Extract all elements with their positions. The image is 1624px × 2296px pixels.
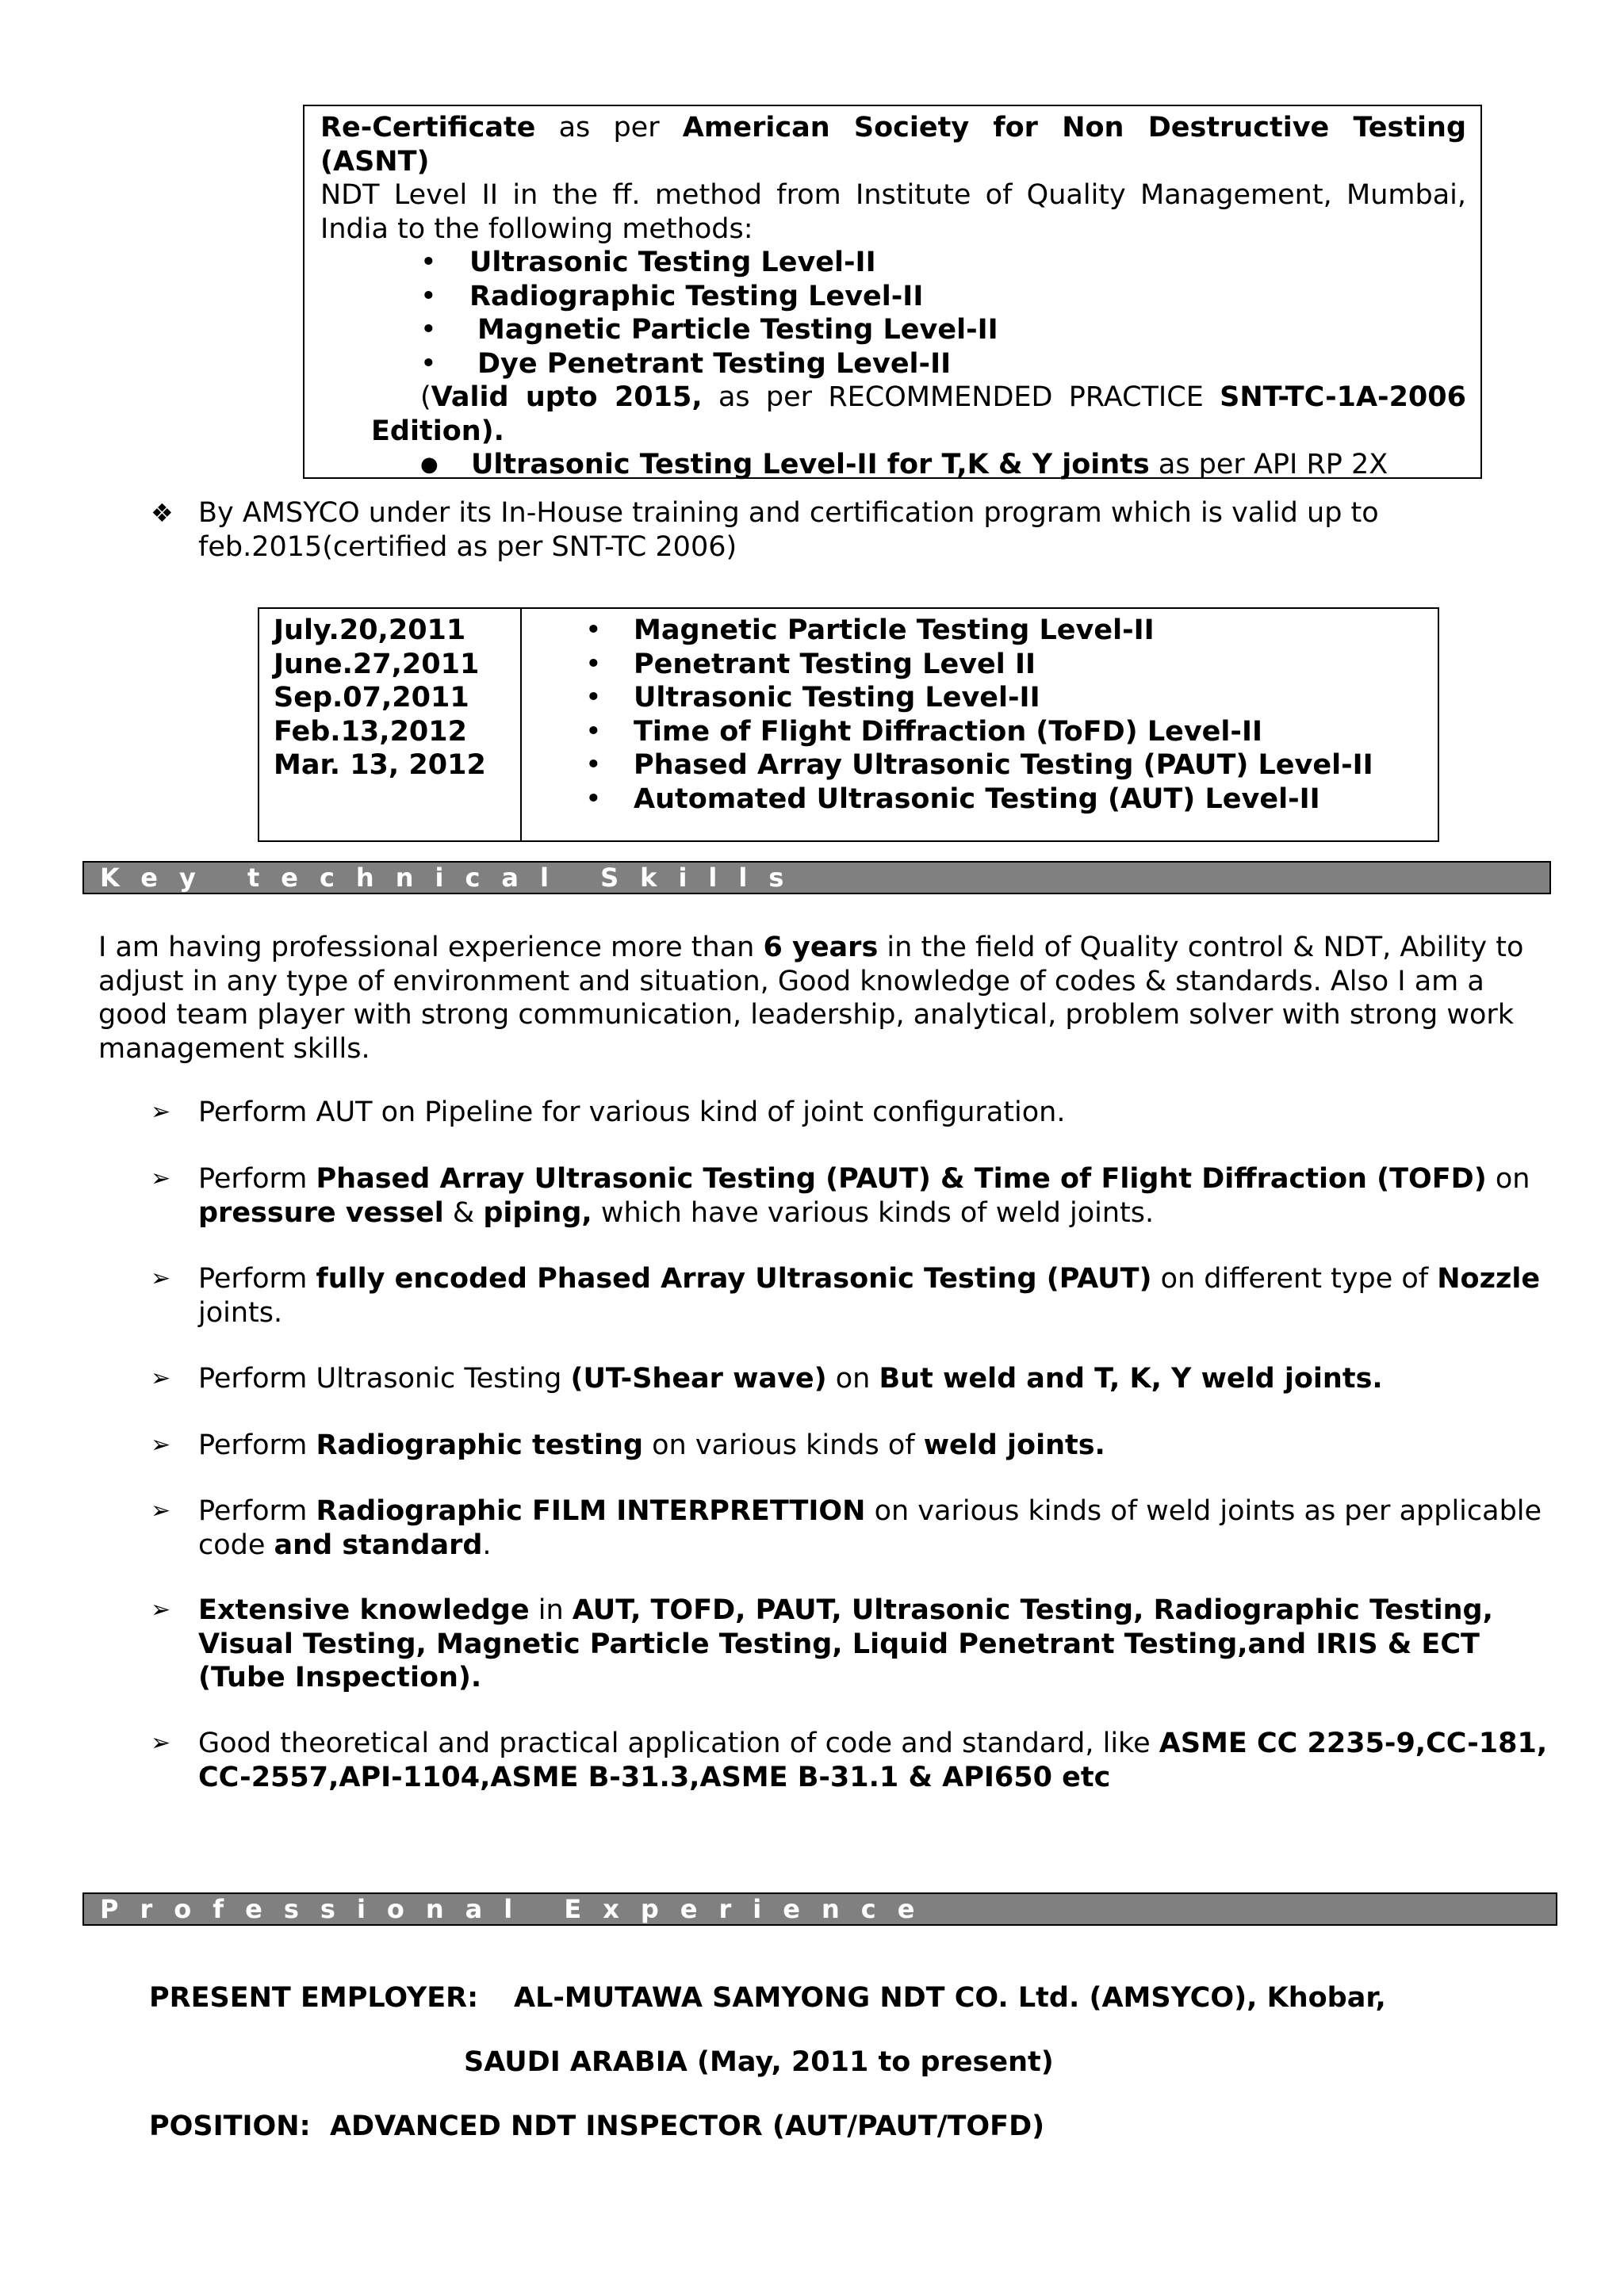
method-item: • Ultrasonic Testing Level-II (522, 681, 1438, 715)
cert-method-item: • Dye Penetrant Testing Level-II (320, 347, 1466, 381)
cert-heading: Re-Certificate as per American Society for Non Destructive Testing (ASNT) (320, 112, 1466, 178)
arrow-bullet-icon: ➢ (151, 1431, 171, 1459)
cert-method-item: • Radiographic Testing Level-II (320, 280, 1466, 314)
skills-summary: I am having professional experience more than 6 years in the field of Quality control & NDT, Ability to adjust in any type of environment and situation, Good knowledge of codes & standards. Also I am a good team player with strong communication, leadership, analytical, problem solver with strong work management skills. (98, 932, 1524, 1065)
arrow-bullet-icon: ➢ (151, 1265, 171, 1292)
cert-line-3: India to the following methods: (320, 212, 753, 245)
position-title: POSITION: ADVANCED NDT INSPECTOR (AUT/PAUT/TOFD) (149, 2110, 1045, 2142)
cert-date: July.20,2011 (274, 614, 466, 646)
skill-item: ➢ Perform Phased Array Ultrasonic Testing (PAUT) & Time of Flight Diffraction (TOFD) on pressure vessel & piping, which have various kinds of weld joints. (151, 1163, 1530, 1229)
cert-methods-list (320, 246, 1466, 381)
amsyco-certification-note (151, 496, 1467, 564)
employer-label: PRESENT EMPLOYER: (149, 1982, 479, 2014)
method-item: • Phased Array Ultrasonic Testing (PAUT) Level-II (522, 748, 1438, 783)
key-technical-skills-header: Key technical Skills (82, 861, 1551, 894)
cert-api-item: ● Ultrasonic Testing Level-II for T,K & Y joints as per API RP 2X (320, 448, 1466, 482)
arrow-bullet-icon: ➢ (151, 1596, 171, 1624)
cert-date: Feb.13,2012 (274, 715, 467, 748)
skill-item: ➢ Perform fully encoded Phased Array Ultrasonic Testing (PAUT) on different type of Nozzle joints. (151, 1263, 1541, 1329)
cert-line-2: NDT Level II in the ff. method from Institute of Quality Management, Mumbai, (320, 179, 1466, 211)
certification-box (303, 105, 1482, 479)
skill-item: ➢ Perform Radiographic testing on various kinds of weld joints. (151, 1429, 1105, 1461)
amsyco-text: By AMSYCO under its In-House training and certification program which is valid up to feb.2015(certified as per SNT-TC 2006) (198, 497, 1379, 563)
employer-name: AL-MUTAWA SAMYONG NDT CO. Ltd. (AMSYCO), Khobar, (514, 1982, 1386, 2014)
cert-date: Sep.07,2011 (274, 682, 469, 714)
arrow-bullet-icon: ➢ (151, 1098, 171, 1126)
employer-location-dates: SAUDI ARABIA (May, 2011 to present) (464, 2046, 1054, 2078)
arrow-bullet-icon: ➢ (151, 1729, 171, 1757)
methods-list (522, 614, 1438, 816)
cert-method-item: • Magnetic Particle Testing Level-II (320, 313, 1466, 347)
skill-item: ➢ Good theoretical and practical application of code and standard, like ASME CC 2235-9,CC-181, CC-2557,API-1104,ASME B-31.3,ASME B-31.1 & API650 etc (151, 1728, 1548, 1793)
cert-date: Mar. 13, 2012 (274, 749, 486, 781)
professional-experience-header: Professional Experience (82, 1892, 1557, 1926)
diamond-bullet-icon: ❖ (151, 498, 174, 528)
method-item: • Automated Ultrasonic Testing (AUT) Level-II (522, 783, 1438, 817)
method-item: • Penetrant Testing Level II (522, 648, 1438, 682)
skill-item: ➢ Perform AUT on Pipeline for various kind of joint configuration. (151, 1096, 1066, 1128)
cert-validity-edition: Edition). (371, 415, 504, 447)
cert-date: June.27,2011 (274, 648, 480, 680)
arrow-bullet-icon: ➢ (151, 1165, 171, 1192)
method-item: • Magnetic Particle Testing Level-II (522, 614, 1438, 648)
cert-validity: (Valid upto 2015, as per RECOMMENDED PRACTICE SNT-TC-1A-2006 (420, 381, 1466, 413)
skill-item: ➢ Perform Ultrasonic Testing (UT-Shear wave) on But weld and T, K, Y weld joints. (151, 1363, 1383, 1395)
certification-dates-table (258, 607, 1439, 842)
method-item: • Time of Flight Diffraction (ToFD) Level-II (522, 715, 1438, 749)
methods-column (522, 609, 1438, 840)
cert-method-item: • Ultrasonic Testing Level-II (320, 246, 1466, 280)
skill-item: ➢ Extensive knowledge in AUT, TOFD, PAUT, Ultrasonic Testing, Radiographic Testing, Visual Testing, Magnetic Particle Testing, Liquid Penetrant Testing,and IRIS & ECT (Tube Inspection). (151, 1594, 1493, 1693)
arrow-bullet-icon: ➢ (151, 1364, 171, 1392)
arrow-bullet-icon: ➢ (151, 1497, 171, 1525)
skill-item: ➢ Perform Radiographic FILM INTERPRETTION on various kinds of weld joints as per applicable code and standard. (151, 1495, 1542, 1561)
dates-column (259, 609, 522, 840)
